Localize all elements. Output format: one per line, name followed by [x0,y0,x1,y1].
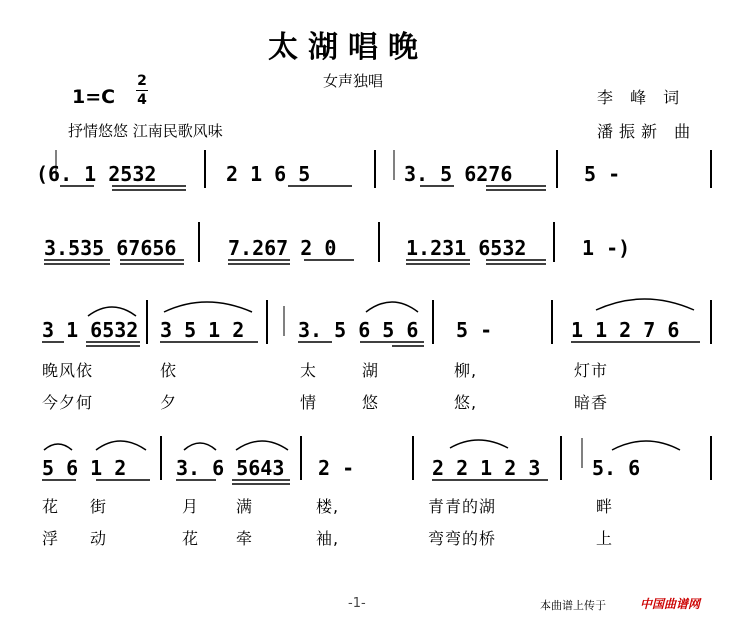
upload-note: 本曲谱上传于 [540,599,606,612]
measure-notes: 5 - [456,318,493,342]
lyric: 街 [90,497,108,516]
composer-credit: 潘振新 曲 [597,122,697,141]
measure-notes: 2 1 6 5 [226,162,311,186]
measure-notes: 3 5 1 2 [160,318,245,342]
lyric: 太 [300,361,318,380]
measure-notes: 3.535 67656 [44,236,177,260]
lyric: 悠, [454,393,478,412]
tempo-mood: 抒情悠悠 江南民歌风味 [68,122,223,140]
lyric: 弯弯的桥 [428,529,497,548]
lyric: 月 [182,497,200,516]
measure-notes: 3. 6 5643 [176,456,285,480]
site-logo[interactable]: 中国曲谱网 [640,597,701,611]
lyric: 动 [90,529,108,548]
measure-notes: 2 2 1 2 3 [432,456,541,480]
page-number: -1- [348,596,366,611]
measure-notes: 5 - [584,162,621,186]
measure-notes: (6. 1 2532 [36,162,157,186]
measure-notes: 2 - [318,456,355,480]
lyric: 湖 [362,361,380,380]
lyric: 楼, [316,497,340,516]
lyric: 悠 [362,393,380,412]
lyric: 依 [160,361,178,380]
song-title: 太湖唱晚 [268,30,428,65]
lyric: 灯市 [574,361,609,380]
lyric: 情 [300,393,318,412]
measure-notes: 3 1 6532 [42,318,139,342]
measure-notes: 3. 5 6276 [404,162,513,186]
lyric: 青青的湖 [428,497,497,516]
lyricist-credit: 李 峰 词 [597,88,686,107]
lyric: 畔 [596,497,614,516]
lyric: 晚风依 [42,361,94,380]
time-signature-bottom: 4 [137,92,147,108]
measure-notes: 1 1 2 7 6 [571,318,680,342]
lyric: 柳, [454,361,478,380]
key-signature: 1=C [72,86,116,108]
measure-notes: 7.267 2 0 [228,236,337,260]
measure-notes: 3. 5 6 5 6 [298,318,419,342]
lyric: 花 [182,529,200,548]
lyric: 满 [236,497,254,516]
lyric: 暗香 [574,393,609,412]
measure-notes: 5 6 1 2 [42,456,127,480]
measure-notes: 5. 6 [592,456,641,480]
lyric: 夕 [160,393,178,412]
lyric: 袖, [316,529,340,548]
measure-notes: 1 -) [582,236,631,260]
lyric: 牵 [236,529,254,548]
lyric: 上 [596,529,614,548]
lyric: 花 [42,497,60,516]
lyric: 浮 [42,529,60,548]
lyric: 今夕何 [42,393,94,412]
performance-type: 女声独唱 [323,72,384,90]
time-signature-top: 2 [137,73,147,89]
measure-notes: 1.231 6532 [406,236,527,260]
